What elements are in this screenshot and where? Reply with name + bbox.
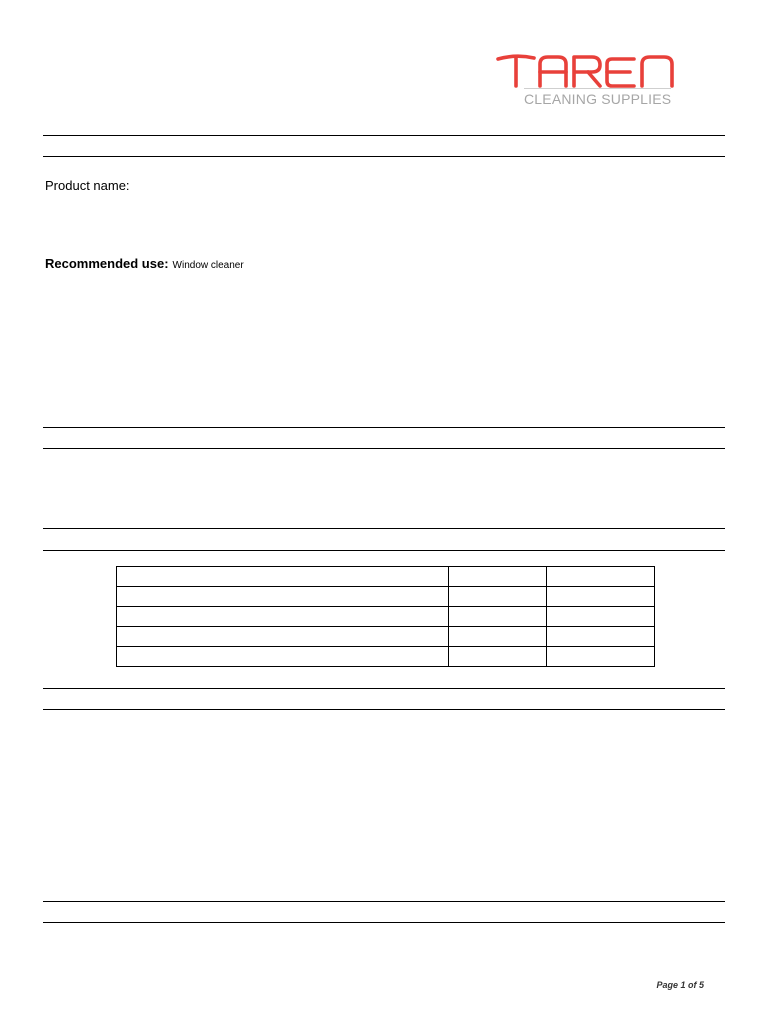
table-cell bbox=[117, 607, 449, 627]
section-rule bbox=[43, 901, 725, 902]
section-rule bbox=[43, 156, 725, 157]
table-cell bbox=[117, 567, 449, 587]
table-cell bbox=[449, 587, 547, 607]
section-rule bbox=[43, 135, 725, 136]
table-cell bbox=[547, 587, 655, 607]
section-rule bbox=[43, 922, 725, 923]
table-row bbox=[117, 627, 655, 647]
table-row bbox=[117, 587, 655, 607]
section-rule bbox=[43, 448, 725, 449]
recommended-use-value: Window cleaner bbox=[172, 260, 244, 271]
section-rule bbox=[43, 709, 725, 710]
table-cell bbox=[547, 647, 655, 667]
recommended-use-label: Recommended use: bbox=[45, 256, 169, 271]
recommended-use-row bbox=[45, 256, 244, 271]
table-cell bbox=[117, 587, 449, 607]
taren-logo bbox=[494, 50, 682, 110]
page-number: Page 1 of 5 bbox=[656, 980, 704, 990]
product-name-label: Product name: bbox=[45, 178, 130, 193]
table-cell bbox=[449, 567, 547, 587]
table-row bbox=[117, 567, 655, 587]
section-rule bbox=[43, 528, 725, 529]
table-cell bbox=[449, 627, 547, 647]
table-cell bbox=[449, 607, 547, 627]
composition-table bbox=[116, 566, 655, 667]
table-cell bbox=[547, 627, 655, 647]
table-cell bbox=[547, 567, 655, 587]
table-cell bbox=[547, 607, 655, 627]
section-rule bbox=[43, 427, 725, 428]
table-row bbox=[117, 607, 655, 627]
table-cell bbox=[117, 647, 449, 667]
section-rule bbox=[43, 550, 725, 551]
taren-wordmark bbox=[494, 50, 682, 90]
table-cell bbox=[449, 647, 547, 667]
table-cell bbox=[117, 627, 449, 647]
table-row bbox=[117, 647, 655, 667]
section-rule bbox=[43, 688, 725, 689]
logo-tagline: CLEANING SUPPLIES bbox=[524, 88, 671, 107]
